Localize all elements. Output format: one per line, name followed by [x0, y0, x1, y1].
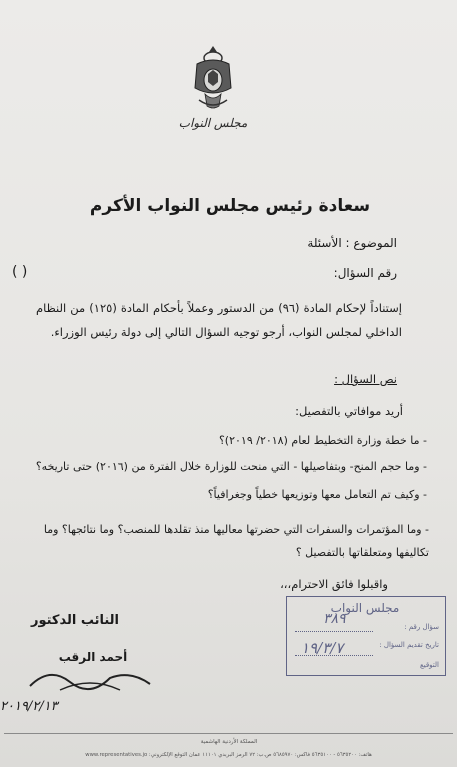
question-number-label: رقم السؤال:: [333, 266, 397, 280]
stamp-number-label: سؤال رقم :: [404, 623, 439, 631]
question-item: - ما خطة وزارة التخطيط لعام (٢٠١٨/ ٢٠١٩)؟: [218, 434, 427, 447]
coat-of-arms-icon: [191, 44, 235, 114]
handwritten-date: ٢٠١٩/٢/١٣: [0, 699, 58, 714]
intro-paragraph: إستناداً لإحكام المادة (٩٦) من الدستور وعملاً بأحكام المادة (١٢٥) من النظام الداخلي لمجلس النواب، أرجو توجيه السؤال التالي إلى دولة رئيس الوزراء.: [36, 301, 402, 339]
request-line: أريد موافاتي بالتفصيل:: [295, 404, 403, 418]
subject-line: الموضوع : الأسئلة: [307, 236, 397, 250]
footer-org-name: المملكة الأردنية الهاشمية: [200, 739, 258, 745]
stamp-title: مجلس النواب: [330, 601, 400, 615]
question-item: - وما المؤتمرات والسفرات التي حضرتها معاليها منذ تقلدها للمنصب؟ وما نتائجها؟ وما تكاليفها ومتعلقاتها بالتفصيل ؟: [43, 523, 429, 559]
signer-title: النائب الدكتور: [30, 613, 120, 628]
stamp-date-label: تاريخ تقديم السؤال :: [379, 641, 439, 649]
closing-line: واقبلوا فائق الاحترام،،،: [280, 577, 388, 591]
handwritten-signature-icon: [20, 656, 160, 696]
letter-title: سعادة رئيس مجلس النواب الأكرم: [89, 196, 371, 216]
question-item: - وما حجم المنح- وبتفاصيلها - التي منحت للوزارة خلال الفترة من (٢٠١٦) حتى تاريخه؟: [35, 460, 427, 473]
footer-contact: هاتف: ٥٦٣٥٢٠٠ - ٥٦٣٥١٠٠ فاكس: ٥٦٨٥٩٧٠ ص.ب: ٧٢ الرمز البريدي ١١١٠١ عمان التوقع الإلكتروني: www.representatives.jo: [85, 752, 372, 758]
question-item: - وكيف تم التعامل معها وتوزيعها خطياً وجغرافياً؟: [207, 488, 427, 501]
stamp-signature-label: التوقيع: [420, 661, 439, 669]
stamp-date: ١٩/٣/٧: [301, 639, 344, 657]
signer-name: أحمد الرقب: [58, 650, 128, 664]
parliament-receipt-stamp: [286, 596, 446, 676]
question-number-field: ( ): [12, 264, 28, 280]
question-text-label: نص السؤال :: [334, 372, 397, 386]
footer-divider: [4, 733, 453, 734]
stamp-number: ٣٨٩: [323, 611, 346, 627]
emblem-caption: مجلس النواب: [178, 116, 248, 130]
